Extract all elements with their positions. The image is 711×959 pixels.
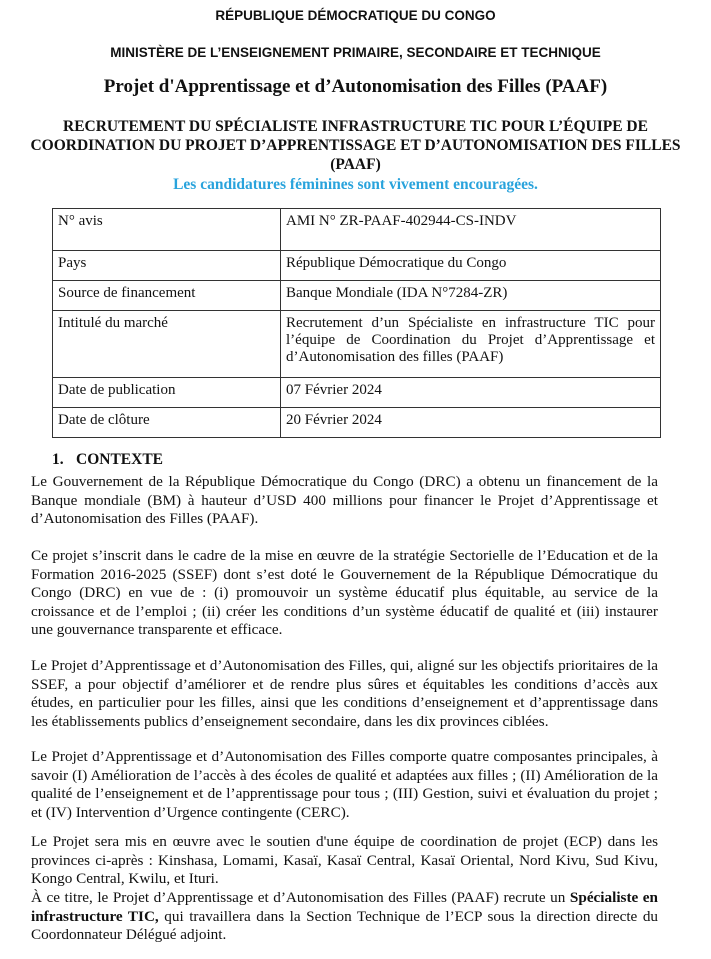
- section-title: CONTEXTE: [76, 451, 163, 468]
- paragraph-recruitment: [31, 889, 658, 945]
- row-label: Pays: [53, 251, 281, 281]
- table-row: [53, 251, 661, 281]
- table-row: [53, 311, 661, 378]
- paragraph: Le Projet d’Apprentissage et d’Autonomisation des Filles, qui, aligné sur les objectifs prioritaires de la SSEF, a pour objectif d’améliorer et de rendre plus sûres et équitables les conditions d’accès aux études, en particulier pour les filles, ainsi que les conditions d’enseignement et d’apprentissage dans les établissements publics d’enseignement secondaire, dans les dix provinces ciblées.: [31, 657, 658, 730]
- paragraph: Le Projet sera mis en œuvre avec le soutien d'une équipe de coordination de projet (ECP) dans les provinces ci-après : Kinshasa, Lomami, Kasaï, Kasaï Central, Kasaï Oriental, Nord Kivu, Sud Kivu, Kongo Central, Kwilu, et Ituri.: [31, 833, 658, 887]
- row-value: AMI N° ZR-PAAF-402944-CS-INDV: [281, 209, 661, 251]
- table-row: [53, 408, 661, 438]
- table-row: [53, 209, 661, 251]
- section-heading: [52, 451, 163, 469]
- paragraph: Le Gouvernement de la République Démocratique du Congo (DRC) a obtenu un financement de la Banque mondiale (BM) à hauteur d’USD 400 millions pour financer le Projet d’Apprentissage et d’Autonomisation des Filles (PAAF).: [31, 473, 658, 527]
- row-label: Date de publication: [53, 378, 281, 408]
- info-table: [52, 208, 661, 438]
- document-title: RECRUTEMENT DU SPÉCIALISTE INFRASTRUCTURE TIC POUR L’ÉQUIPE DE COORDINATION DU PROJET D’APPRENTISSAGE ET D’AUTONOMISATION DES FILLES (PAAF): [30, 118, 681, 173]
- row-label: Date de clôture: [53, 408, 281, 438]
- row-label: N° avis: [53, 209, 281, 251]
- recruitment-text-before: À ce titre, le Projet d’Apprentissage et d’Autonomisation des Filles (PAAF) recrute un: [31, 889, 570, 906]
- encouragement-note: Les candidatures féminines sont vivement encouragées.: [173, 176, 538, 193]
- row-label: Intitulé du marché: [53, 311, 281, 378]
- table-row: [53, 281, 661, 311]
- ministry-header: MINISTÈRE DE L’ENSEIGNEMENT PRIMAIRE, SECONDAIRE ET TECHNIQUE: [110, 45, 601, 60]
- project-title: Projet d'Apprentissage et d’Autonomisation des Filles (PAAF): [103, 76, 608, 97]
- row-value: 20 Février 2024: [281, 408, 661, 438]
- country-header: RÉPUBLIQUE DÉMOCRATIQUE DU CONGO: [215, 8, 496, 23]
- section-number: 1.: [52, 451, 64, 468]
- paragraph: Ce projet s’inscrit dans le cadre de la mise en œuvre de la stratégie Sectorielle de l’Education et de la Formation 2016-2025 (SSEF) dont s’est doté le Gouvernement de la République Démocratique du Congo (DRC) en vue de : (i) promouvoir un système éducatif plus équitable, au service de la croissance et de l’emploi ; (ii) créer les conditions d’un système éducatif de qualité et (iii) instaurer une gouvernance transparente et efficace.: [31, 547, 658, 638]
- paragraph: Le Projet d’Apprentissage et d’Autonomisation des Filles comporte quatre composantes principales, à savoir (I) Amélioration de l’accès à des écoles de qualité et adaptées aux filles ; (II) Amélioration de la qualité de l’enseignement et de l’apprentissage pour tous ; (III) Gestion, suivi et évaluation du projet ; et (IV) Intervention d’Urgence contingente (CERC).: [31, 748, 658, 821]
- row-value: Banque Mondiale (IDA N°7284-ZR): [281, 281, 661, 311]
- row-value: République Démocratique du Congo: [281, 251, 661, 281]
- table-row: [53, 378, 661, 408]
- row-value: 07 Février 2024: [281, 378, 661, 408]
- row-value: Recrutement d’un Spécialiste en infrastructure TIC pour l’équipe de Coordination du Projet d’Apprentissage et d’Autonomisation des filles (PAAF): [281, 311, 661, 378]
- recruitment-text-after: qui travaillera dans la Section Technique de l’ECP sous la direction directe du Coordonnateur Délégué adjoint.: [31, 907, 659, 943]
- row-label: Source de financement: [53, 281, 281, 311]
- position-title: Spécialiste en infrastructure TIC,: [31, 889, 658, 925]
